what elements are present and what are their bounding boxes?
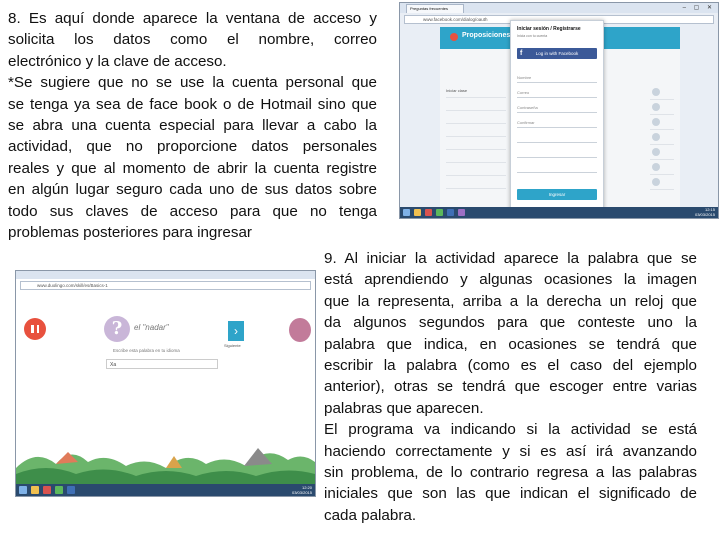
step8-text-line: problemas posteriores para ingresar <box>8 224 252 242</box>
step8-text-line: *Se sugiere que no se use la cuenta personal que <box>8 74 377 92</box>
dialog-field: Correo <box>517 88 597 98</box>
sidebar-item <box>446 98 506 111</box>
windows-taskbar <box>400 207 718 218</box>
next-button: › <box>228 321 244 341</box>
app-title: Proposiciones <box>462 32 511 39</box>
answer-field: Xa <box>106 359 218 369</box>
dialog-title: Iniciar sesión / Registrarse <box>517 26 581 32</box>
step9-text-line: El programa va indicando si la actividad se está <box>324 421 697 439</box>
step8-text-line: se abra una cuenta especial para llevar a cabo la <box>8 117 377 135</box>
step8-text-line: 8. Es aquí donde aparece la ventana de acceso y <box>8 10 377 27</box>
landscape-decoration <box>16 438 315 484</box>
step9-text-line: palabras que aparecen. <box>324 399 484 417</box>
dialog-field <box>517 163 597 173</box>
dialog-field <box>517 148 597 158</box>
browser-tab-bar <box>400 3 718 13</box>
start-icon <box>19 486 27 494</box>
next-label: Siguiente <box>224 343 241 348</box>
chrome-icon <box>55 486 63 494</box>
browser-icon <box>43 486 51 494</box>
start-icon <box>403 209 410 216</box>
dialog-field: Contraseña <box>517 103 597 113</box>
avatar-icon <box>652 88 660 96</box>
app-logo-icon <box>450 33 458 41</box>
step9-text-line: anterior), otras se tendrá que escoger entre varias <box>324 378 697 396</box>
facebook-login-label: Log in with Facebook <box>535 51 579 56</box>
dialog-field: Nombre <box>517 73 597 83</box>
step8-text-line: actividad, que no proporcione datos personales <box>8 138 377 156</box>
activity-hint: Escribe esta palabra en tu idioma <box>113 348 180 353</box>
right-list-row <box>650 100 674 115</box>
step8-text-line: todo sus claves de acceso para que no tenga <box>8 202 377 220</box>
avatar-icon <box>652 133 660 141</box>
taskbar-clock <box>292 486 312 495</box>
right-list-row <box>650 130 674 145</box>
app-icon <box>458 209 465 216</box>
dialog-field: Confirmar <box>517 118 597 128</box>
explorer-icon <box>31 486 39 494</box>
submit-button: Ingresar <box>517 189 597 200</box>
step9-text-line: que la representa, arriba a la derecha un reloj que <box>324 292 697 310</box>
address-bar: www.facebook.com/dialog/oauth <box>404 15 714 24</box>
taskbar-date: 03/03/2015 <box>291 489 312 495</box>
step8-text-line: se tenga ya sea de face book o de Hotmail sino que <box>8 95 377 113</box>
dialog-field <box>517 133 597 143</box>
instruction-step-8 <box>8 8 377 243</box>
browser-tab: Preguntas frecuentes <box>406 4 464 13</box>
step9-text-line: cada palabra. <box>324 506 417 524</box>
facebook-icon: f <box>520 50 523 57</box>
step9-text-line: escribir la palabra (como es el caso del ejemplo <box>324 357 697 375</box>
sidebar-item <box>446 163 506 176</box>
sidebar-item <box>446 111 506 124</box>
taskbar-clock <box>695 208 715 217</box>
app-right-column <box>650 85 674 190</box>
step8-text-line: solicita los datos como el nombre, correo <box>8 31 377 49</box>
explorer-icon <box>414 209 421 216</box>
avatar-icon <box>652 178 660 186</box>
step9-text-line: sin problema, de lo contrario regresa a las palabras <box>324 464 697 482</box>
step8-text-line: electrónico y la clave de acceso. <box>8 52 227 70</box>
taskbar-time: 12:15 <box>704 207 715 212</box>
question-bubble-icon: ? <box>104 316 130 342</box>
sidebar-item <box>446 150 506 163</box>
window-controls: – ▢ ✕ <box>682 5 715 11</box>
dialog-subtitle: Inicia con tu cuenta <box>517 34 548 38</box>
right-list-row <box>650 175 674 190</box>
pause-icon <box>24 318 46 340</box>
step9-text-line: da algunos segundos para que conteste uno la <box>324 314 697 332</box>
windows-taskbar <box>16 484 315 496</box>
facebook-login-button <box>517 48 597 59</box>
screenshot-activity-window <box>15 270 316 497</box>
word-title: el "nadar" <box>134 323 169 332</box>
avatar-icon <box>652 118 660 126</box>
address-bar: www.duolingo.com/skill/es/Basics-1 <box>20 281 311 290</box>
chrome-icon <box>436 209 443 216</box>
browser-icon <box>425 209 432 216</box>
app-sidebar <box>446 85 506 195</box>
screenshot-login-window <box>399 2 719 219</box>
word-icon <box>447 209 454 216</box>
right-list-row <box>650 85 674 100</box>
sidebar-item <box>446 137 506 150</box>
browser-tab-bar <box>16 271 315 279</box>
avatar-icon <box>652 148 660 156</box>
avatar-icon <box>652 163 660 171</box>
right-list-row <box>650 160 674 175</box>
sidebar-item <box>446 124 506 137</box>
avatar-icon <box>652 103 660 111</box>
taskbar-date: 03/03/2015 <box>694 211 715 217</box>
timer-clock-icon <box>289 318 311 342</box>
sidebar-item: Iniciar clase <box>446 85 506 98</box>
login-dialog <box>510 20 604 212</box>
step9-text-line: iniciales que son las que indican el significado de <box>324 485 697 503</box>
step8-text-line: en algún lugar seguro cada uno de sus datos sobre <box>8 181 377 199</box>
step9-text-line: palabra que indica, en ocasiones se tendrá que <box>324 335 697 353</box>
step9-text-line: 9. Al iniciar la actividad aparece la palabra que se <box>324 250 697 267</box>
right-list-row <box>650 115 674 130</box>
step9-text-line: haciendo correctamente y si es así irá avanzando <box>324 442 697 460</box>
step8-text-line: reales y que al momento de abrir la cuenta registre <box>8 159 377 177</box>
word-icon <box>67 486 75 494</box>
sidebar-item <box>446 176 506 189</box>
right-list-row <box>650 145 674 160</box>
taskbar-time: 12:20 <box>301 485 312 490</box>
step9-text-line: está aprendiendo y algunas ocasiones la imagen <box>324 271 697 289</box>
instruction-step-9 <box>324 248 697 526</box>
